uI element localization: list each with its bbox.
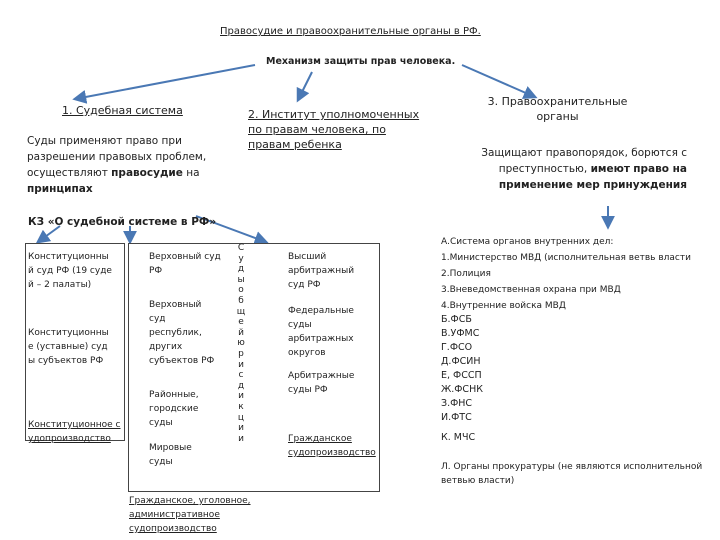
agency-item: В.УФМС — [441, 328, 480, 339]
judicial-text-before: Суды применяют право при разрешении правовых проблем, осуществляют — [27, 135, 207, 179]
law-enforcement-text: Защищают правопорядок, борются с преступностью, — [481, 147, 687, 175]
internal-affairs-item: 2.Полиция — [441, 269, 491, 279]
agency-item: И.ФТС — [441, 412, 472, 423]
judicial-system-heading: 1. Судебная система — [62, 104, 183, 117]
agency-item: Е, ФССП — [441, 370, 482, 381]
arrow-to-judicial — [75, 65, 255, 99]
internal-affairs-item: 4.Внутренние войска МВД — [441, 301, 566, 311]
agency-item: Б.ФСБ — [441, 314, 472, 325]
prosecutors-office: Л. Органы прокуратуры (не являются исполнительной ветвью власти) — [441, 462, 703, 486]
agency-item: Д.ФСИН — [441, 356, 481, 367]
judicial-text-mid: на — [182, 167, 200, 179]
mechanism-title: Механизм защиты прав человека. — [266, 56, 456, 67]
internal-affairs-item: 3.Вневедомственная охрана при МВД — [441, 285, 621, 295]
constitutional-courts-subjects: Конституционные (уставные) суды субъектов РФ — [28, 328, 109, 366]
law-enforcement-description — [471, 145, 687, 193]
district-city-courts: Районные, городские суды — [149, 390, 199, 428]
agency-item: З.ФНС — [441, 398, 473, 409]
internal-affairs-title: А.Система органов внутренних дел: — [441, 237, 614, 247]
principles-term: принципах — [27, 183, 93, 195]
arbitration-courts-rf: Арбитражные суды РФ — [288, 371, 355, 395]
coercion-term: право на применение мер принуждения — [498, 163, 687, 191]
ombudsman-heading: 2. Институт уполномоченных по правам человека, по правам ребенка — [248, 108, 420, 151]
magistrate-courts: Мировые суды — [149, 443, 192, 467]
higher-arbitration-court: Высший арбитражный суд РФ — [288, 252, 355, 290]
page-title: Правосудие и правоохранительные органы в РФ. — [220, 26, 481, 37]
law-enforcement-heading: 3. Правоохранительные органы — [487, 95, 628, 123]
agency-item: Ж.ФСНК — [441, 384, 483, 395]
have-term: имеют — [590, 163, 630, 175]
supreme-courts-republics: Верховный суд республик, других субъектов РФ — [149, 300, 215, 366]
agencies-list — [441, 313, 483, 425]
arrow-to-ombudsman — [298, 72, 312, 100]
constitutional-court-rf: Конституционный суд РФ (19 судей – 2 палаты) — [28, 252, 112, 290]
federal-arbitration-courts: Федеральные суды арбитражных округов — [288, 306, 354, 358]
constitutional-proceedings: Конституционное судопроизводство — [28, 420, 121, 444]
general-proceedings-footer: Гражданское, уголовное, административное судопроизводство — [129, 496, 251, 534]
emergency-ministry: К. МЧС — [441, 432, 476, 443]
internal-affairs-list — [441, 234, 716, 314]
civil-proceedings: Гражданское судопроизводство — [288, 434, 376, 458]
agency-item: Г.ФСО — [441, 342, 473, 353]
justice-term: правосудие — [111, 167, 183, 179]
internal-affairs-item: 1.Министерство МВД (исполнительная ветвь власти — [441, 253, 691, 263]
general-jurisdiction-vertical-label: С у д ы о б щ е й ю р и с д и к ц и и — [236, 243, 246, 444]
judicial-system-description — [27, 133, 237, 197]
judicial-system-law: КЗ «О судебной системе в РФ» — [28, 216, 217, 228]
arrow-to-law-enforcement — [462, 65, 535, 97]
supreme-court-rf: Верховный суд РФ — [149, 252, 221, 276]
